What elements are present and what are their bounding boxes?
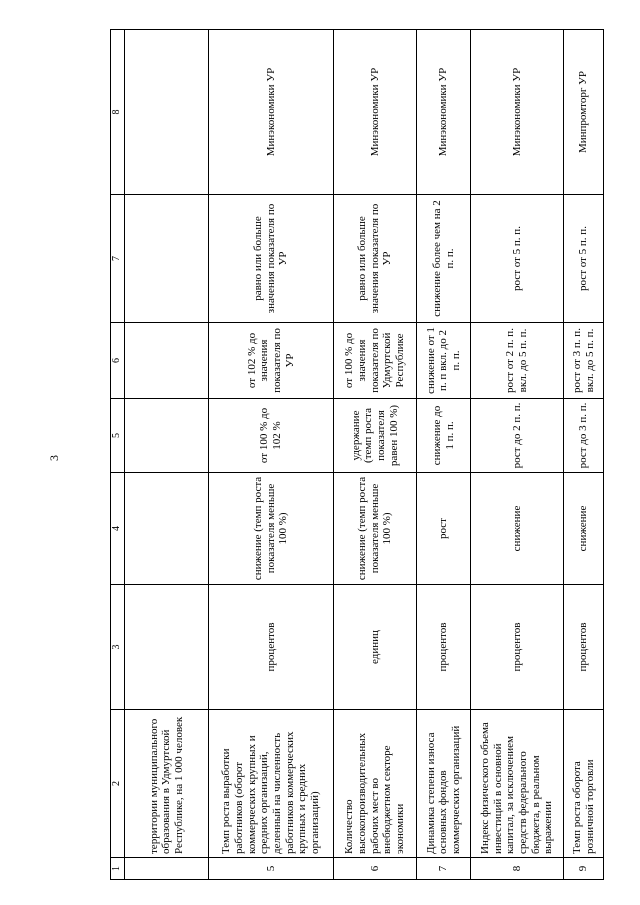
- unit-cell: процентов: [209, 585, 334, 710]
- rotated-page: [110, 30, 596, 880]
- unit-cell: [125, 585, 209, 710]
- column-number: 5: [111, 399, 125, 473]
- page-number: 3: [47, 455, 61, 461]
- indicator-cell: Индекс физического объема инвестиций в основной капитал, за исключением средств федерального бюджета, в реальном выражении: [471, 710, 564, 858]
- indicator-cell: Темп роста выработки работников (оборот коммерческих крупных и средних организаций, деленный на численность работников коммерческих крупных и средних организаций): [209, 710, 334, 858]
- responsible-cell: Минэкономики УР: [334, 30, 417, 195]
- responsible-cell: Минэкономики УР: [209, 30, 334, 195]
- table-row: [209, 30, 334, 880]
- criterion-cell: от 100 % до 102 %: [209, 399, 334, 473]
- row-number-cell: 7: [417, 858, 471, 880]
- row-number-cell: 8: [471, 858, 564, 880]
- criterion-cell: удержание (темп роста показателя равен 100 %): [334, 399, 417, 473]
- indicator-cell: территории муниципального образования в Удмуртской Республике, на 1 000 человек: [125, 710, 209, 858]
- criterion-cell: рост до 3 п. п.: [564, 399, 604, 473]
- responsible-cell: Минэкономики УР: [471, 30, 564, 195]
- criterion-cell: [125, 473, 209, 585]
- criteria-table: [110, 29, 604, 880]
- criterion-cell: рост от 5 п. п.: [564, 195, 604, 323]
- table-row: [417, 30, 471, 880]
- column-number: 8: [111, 30, 125, 195]
- continuation-row: [125, 30, 209, 880]
- column-number: 6: [111, 323, 125, 399]
- unit-cell: единиц: [334, 585, 417, 710]
- table-row: [564, 30, 604, 880]
- table-row: [471, 30, 564, 880]
- criterion-cell: равно или больше значения показателя по УР: [209, 195, 334, 323]
- criterion-cell: равно или больше значения показателя по УР: [334, 195, 417, 323]
- unit-cell: процентов: [417, 585, 471, 710]
- criterion-cell: рост до 2 п. п.: [471, 399, 564, 473]
- column-number: 4: [111, 473, 125, 585]
- criterion-cell: снижение: [564, 473, 604, 585]
- criterion-cell: снижение (темп роста показателя меньше 100 %): [334, 473, 417, 585]
- criterion-cell: снижение до 1 п. п.: [417, 399, 471, 473]
- criterion-cell: [125, 323, 209, 399]
- column-number: 1: [111, 858, 125, 880]
- criterion-cell: от 100 % до значения показателя по Удмуртской Республике: [334, 323, 417, 399]
- indicator-cell: Темп роста оборота розничной торговли: [564, 710, 604, 858]
- criterion-cell: [125, 195, 209, 323]
- responsible-cell: Минэкономики УР: [417, 30, 471, 195]
- indicator-cell: Динамика степени износа основных фондов коммерческих организаций: [417, 710, 471, 858]
- criterion-cell: рост от 5 п. п.: [471, 195, 564, 323]
- criterion-cell: снижение более чем на 2 п. п.: [417, 195, 471, 323]
- criterion-cell: [125, 399, 209, 473]
- unit-cell: процентов: [471, 585, 564, 710]
- criterion-cell: от 102 % до значения показателя по УР: [209, 323, 334, 399]
- criterion-cell: снижение (темп роста показателя меньше 100 %): [209, 473, 334, 585]
- responsible-cell: [125, 30, 209, 195]
- criterion-cell: снижение от 1 п. п вкл. до 2 п. п.: [417, 323, 471, 399]
- criterion-cell: рост от 3 п. п. вкл. до 5 п. п.: [564, 323, 604, 399]
- criterion-cell: снижение: [471, 473, 564, 585]
- column-number: 2: [111, 710, 125, 858]
- criterion-cell: рост: [417, 473, 471, 585]
- row-number-cell: [125, 858, 209, 880]
- table-row: [334, 30, 417, 880]
- row-number-cell: 6: [334, 858, 417, 880]
- column-number: 3: [111, 585, 125, 710]
- indicator-cell: Количество высокопроизводительных рабочих мест во внебюджетном секторе экономики: [334, 710, 417, 858]
- unit-cell: процентов: [564, 585, 604, 710]
- column-number-row: [111, 30, 125, 880]
- criterion-cell: рост от 2 п. п. вкл. до 5 п. п.: [471, 323, 564, 399]
- row-number-cell: 5: [209, 858, 334, 880]
- row-number-cell: 9: [564, 858, 604, 880]
- responsible-cell: Минпромторг УР: [564, 30, 604, 195]
- column-number: 7: [111, 195, 125, 323]
